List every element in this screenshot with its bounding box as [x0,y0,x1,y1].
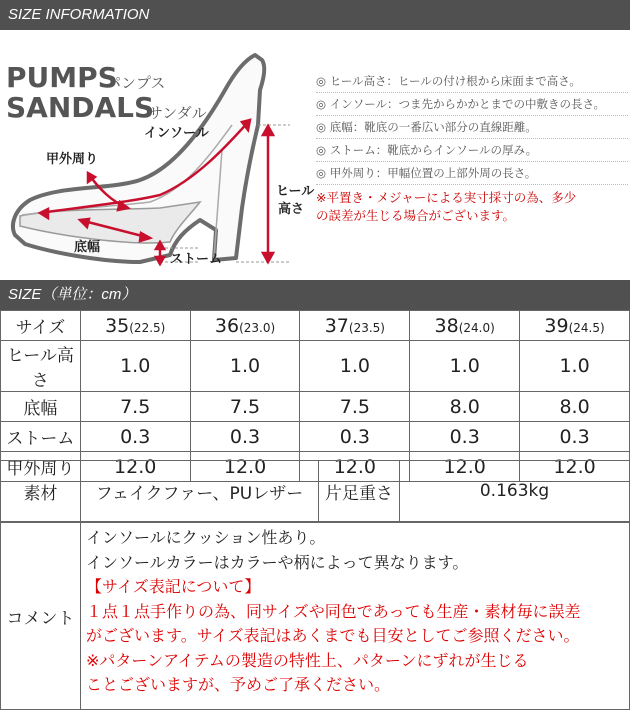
comment-line: ※パターンアイテムの製造の特性上、パターンにずれが生じる [86,650,529,670]
label-insole: インソール [144,126,209,141]
comment-text [86,526,626,698]
table-cell: 7.5 [190,392,300,422]
row-header-instep: 甲外周り [1,452,81,482]
size-information-header: SIZE INFORMATION [0,0,630,30]
brand-sandals-jp: サンダル [148,104,207,122]
measurement-notes [316,70,628,225]
brand-pumps: PUMPS [6,61,118,94]
label-heel-height-2: 高さ [278,202,305,217]
brand-sandals: SANDALS [6,91,155,124]
table-cell: 8.0 [520,392,630,422]
size-cell: 37(23.5) [300,311,410,341]
weight-label: 片足重さ [318,460,400,522]
table-cell: 1.0 [520,341,630,392]
row-header-storm: ストーム [1,422,81,452]
table-cell: 12.0 [80,452,190,482]
brand-pumps-jp: パンプス [106,74,166,92]
table-cell: 12.0 [190,452,300,482]
label-instep: 甲外周り [46,152,99,167]
table-cell: 1.0 [410,341,520,392]
material-label: 素材 [0,460,81,522]
label-heel-height-1: ヒール [276,184,315,199]
note-instep: ◎ 甲外周り：甲幅位置の上部外周の長さ。 [316,162,628,185]
table-cell: 7.5 [300,392,410,422]
label-storm: ストーム [170,252,223,267]
comment-line: 【サイズ表記について】 [86,577,261,596]
comment-line: ことございますが、予めご了承ください。 [86,675,391,694]
table-cell: 8.0 [410,392,520,422]
table-cell: 0.3 [410,422,520,452]
note-storm: ◎ ストーム：靴底からインソールの厚み。 [316,139,628,162]
table-row [1,311,630,341]
note-sole-width: ◎ 底幅：靴底の一番広い部分の直線距離。 [316,116,628,139]
note-insole: ◎ インソール：つま先からかかとまでの中敷きの長さ。 [316,93,628,116]
material-row [0,460,630,522]
row-header-heel-height: ヒール高さ [1,341,81,392]
table-row [1,392,630,422]
comment-line: インソールカラーはカラーや柄によって異なります。 [86,552,469,572]
table-cell: 1.0 [80,341,190,392]
row-header-sole-width: 底幅 [1,392,81,422]
table-cell: 0.3 [300,422,410,452]
table-row [1,341,630,392]
label-sole-width: 底幅 [74,240,101,255]
table-row [1,422,630,452]
comment-line: がございます。サイズ表記はあくまでも目安としてご参照ください。 [86,626,580,645]
table-cell: 1.0 [190,341,300,392]
weight-value: 0.163kg [399,460,630,522]
note-warning: ※平置き・メジャーによる実寸採寸の為、多少 の誤差が生じる場合がございます。 [316,190,577,223]
material-value: フェイクファー、PUレザー [80,460,319,522]
table-cell: 1.0 [300,341,410,392]
table-cell: 12.0 [520,452,630,482]
comment-line: １点１点手作りの為、同サイズや同色であっても生産・素材毎に誤差 [86,601,581,621]
size-cell: 36(23.0) [190,311,300,341]
size-unit-header: SIZE（単位：cm） [0,280,630,310]
comment-line: インソールにクッション性あり。 [86,528,326,547]
size-cell: 35(22.5) [80,311,190,341]
comment-row [0,522,630,710]
note-heel-height: ◎ ヒール高さ：ヒールの付け根から床面まで高さ。 [316,70,628,93]
size-table [0,310,630,482]
table-cell: 0.3 [520,422,630,452]
table-cell: 12.0 [300,452,410,482]
shoe-illustration-area [0,30,630,280]
size-cell: 39(24.5) [520,311,630,341]
table-cell: 0.3 [80,422,190,452]
comment-label: コメント [0,522,81,710]
size-cell: 38(24.0) [410,311,520,341]
table-cell: 0.3 [190,422,300,452]
table-cell: 7.5 [80,392,190,422]
table-cell: 12.0 [410,452,520,482]
row-header-size: サイズ [1,311,81,341]
